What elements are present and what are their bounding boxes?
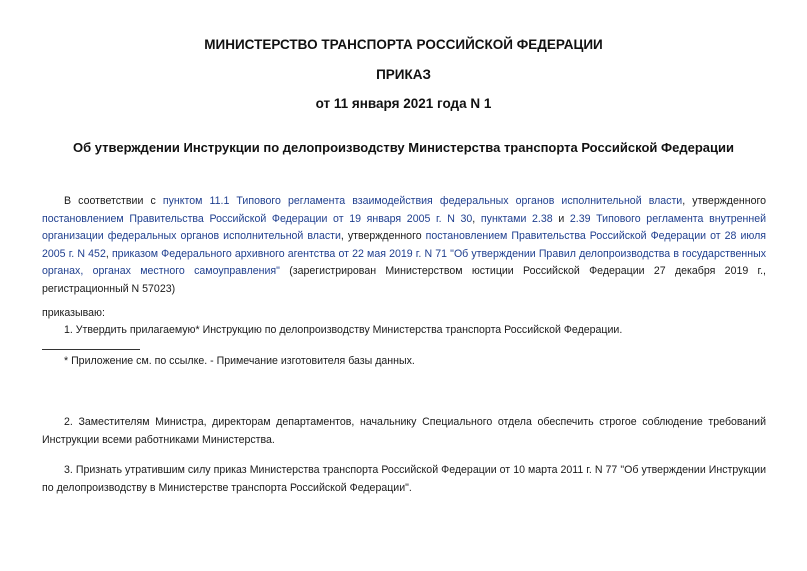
doc-type-heading: ПРИКАЗ — [376, 67, 431, 82]
link-item-2-39-internal-regulation[interactable]: 2.39 Типового регламента внутренней организации федеральных органов исполнительной власти — [42, 212, 767, 243]
ministry-heading: МИНИСТЕРСТВО ТРАНСПОРТА РОССИЙСКОЙ ФЕДЕРАЦИИ — [204, 37, 603, 52]
link-rosarchive-order-71[interactable]: приказом Федерального архивного агентства от 22 мая 2019 г. N 71 "Об утверждении Правил делопроизводства в государственных органах, органах местного самоуправления" — [42, 247, 766, 278]
preamble-paragraph — [42, 193, 766, 299]
link-government-decree-30[interactable]: постановлением Правительства Российской Федерации от 19 января 2005 г. N 30 — [42, 212, 473, 225]
item-1-text: 1. Утвердить прилагаемую* — [64, 324, 203, 336]
item-1-paragraph — [42, 322, 766, 340]
footnote-text: * Приложение см. по ссылке. - Примечание изготовителя базы данных. — [64, 355, 415, 367]
preamble-text: , утвержденного — [340, 230, 426, 243]
footnote-divider — [42, 349, 140, 350]
link-item-2-38[interactable]: пунктами 2.38 — [480, 212, 553, 225]
date-number-heading: от 11 января 2021 года N 1 — [315, 96, 492, 111]
item-3-order-77-text: приказ Министерства транспорта Российской Федерации от 10 марта 2011 г. N 77 "Об утверждении Инструкции по делопроизводству в Министерстве транспорта Российской Федерации" — [42, 464, 766, 494]
preamble-text: , утвержденного — [682, 195, 766, 207]
item-2-paragraph — [42, 414, 766, 449]
item-3-text: . — [408, 481, 412, 494]
orders-word: приказываю: — [42, 307, 105, 319]
item-1-text: . — [619, 324, 623, 336]
item-1-instruction-text: Инструкцию по делопроизводству Министерства транспорта Российской Федерации — [202, 324, 620, 336]
item-2-text: 2. Заместителям Министра, директорам департаментов, начальнику Специального отдела обеспечить строгое соблюдение требований Инструкции всеми работниками Министерства. — [42, 416, 766, 446]
link-typical-regulation-interaction[interactable]: пунктом 11.1 Типового регламента взаимодействия федеральных органов исполнительной власти — [162, 195, 683, 207]
preamble-text: (зарегистрирован Министерством юстиции Российской Федерации 27 декабря 2019 г., регистрационный N 57023) — [42, 265, 766, 295]
document-title: Об утверждении Инструкции по делопроизводству Министерства транспорта Российской Федерации — [73, 140, 734, 155]
link-government-decree-452[interactable]: постановлением Правительства Российской Федерации от 28 июля 2005 г. N 452 — [42, 230, 766, 260]
preamble-text: В соответствии с — [64, 195, 163, 207]
footnote-paragraph — [42, 353, 766, 371]
item-3-text: 3. Признать утратившим силу — [64, 464, 214, 476]
item-3-paragraph — [42, 462, 766, 497]
preamble-text: , — [105, 247, 112, 260]
preamble-text: , — [472, 212, 481, 225]
preamble-text: и — [552, 212, 570, 225]
